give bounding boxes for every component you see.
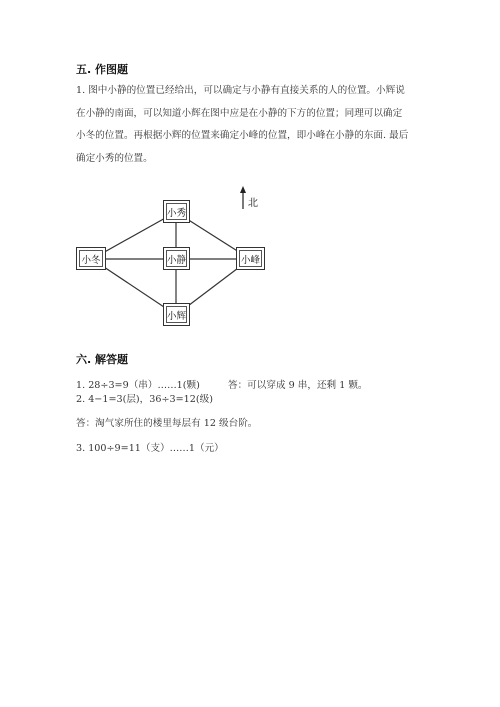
- north-arrow-head: [240, 186, 246, 193]
- section6-title: 六. 解答题: [76, 353, 129, 366]
- paragraph-line: 小冬的位置。再根据小辉的位置来确定小峰的位置，即小峰在小静的东面. 最后: [76, 130, 409, 141]
- q2-calculation: 2. 4−1=3(层)，36÷3=12(级): [76, 394, 213, 405]
- q1-calculation: 1. 28÷3=9（串）……1(颗): [76, 380, 200, 391]
- north-label: 北: [248, 198, 258, 209]
- node-xiaofeng: [236, 247, 265, 270]
- q2-answer: 答：淘气家所住的楼里每层有 12 级台阶。: [76, 418, 258, 429]
- paragraph-line: 确定小秀的位置。: [76, 152, 153, 164]
- node-label: 小冬: [79, 250, 103, 267]
- node-label: 小辉: [166, 306, 187, 323]
- node-label: 小静: [166, 250, 187, 267]
- node-label: 小峰: [239, 250, 262, 267]
- node-xiaohui: [163, 303, 190, 326]
- section5-title: 五. 作图题: [76, 63, 129, 76]
- q1-answer: 答：可以穿成 9 串，还剩 1 颗。: [228, 380, 368, 391]
- q3-calculation: 3. 100÷9=11（支）……1（元）: [76, 443, 224, 454]
- node-xiaojing: [163, 247, 190, 270]
- paragraph-line: 1. 图中小静的位置已经给出，可以确定与小静有直接关系的人的位置。小辉说: [76, 85, 405, 96]
- paragraph-line: 在小静的南面，可以知道小辉在图中应是在小静的下方的位置；同理可以确定: [76, 107, 403, 119]
- node-xiuxiu: [163, 200, 190, 223]
- node-label: 小秀: [166, 203, 187, 220]
- node-xiaodong: [76, 247, 106, 270]
